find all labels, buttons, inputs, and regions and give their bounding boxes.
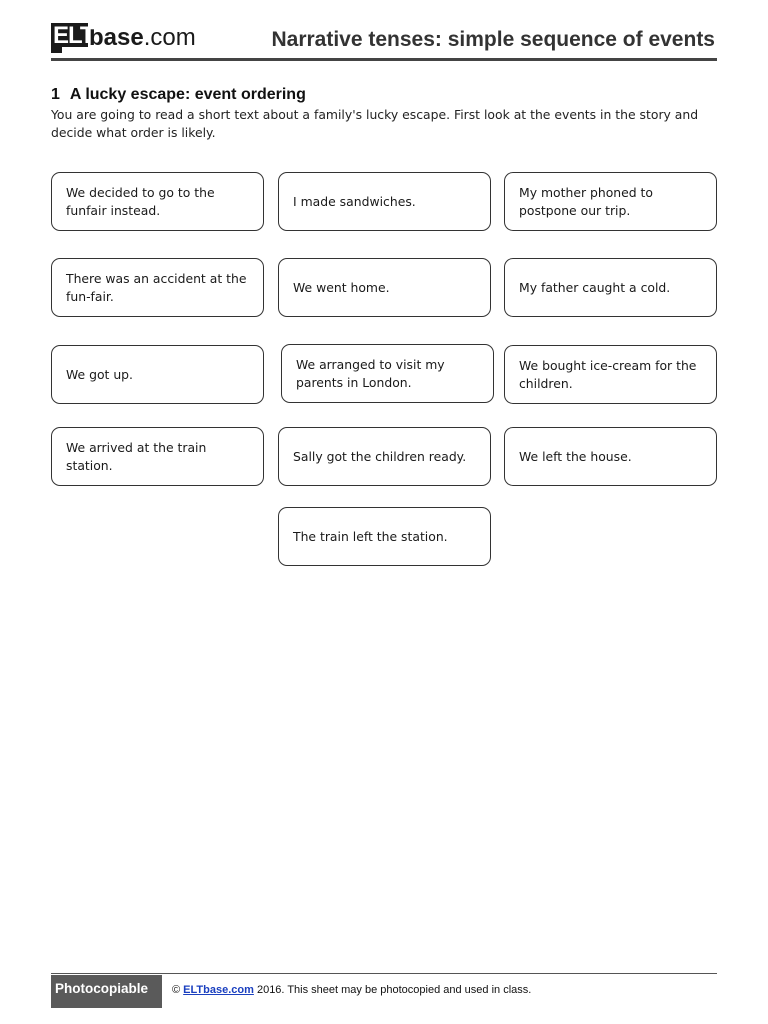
logo-mark-text: ELT [53,22,94,49]
eltbase-logo[interactable] [51,23,196,53]
instructions-text: You are going to read a short text about a family's lucky escape. First look at the events in the story and decide what order is likely. [51,107,699,140]
event-card: Sally got the children ready. [278,427,491,486]
section-heading [51,86,306,104]
logo-mark [51,22,94,53]
event-card: The train left the station. [278,507,491,566]
eltbase-link[interactable]: ELTbase.com [183,984,254,996]
event-card: We arranged to visit my parents in London. [281,344,494,403]
footer-copyright [172,984,531,996]
event-card: There was an accident at the fun-fair. [51,258,264,317]
page-header [51,22,717,61]
section-number: 1 [51,86,60,103]
event-card: I made sandwiches. [278,172,491,231]
copyright-symbol: © [172,984,181,996]
footer-note: 2016. This sheet may be photocopied and used in class. [256,984,532,996]
footer-divider [51,973,717,974]
event-card: My father caught a cold. [504,258,717,317]
event-card: We bought ice-cream for the children. [504,345,717,404]
event-card: We decided to go to the funfair instead. [51,172,264,231]
page-title: Narrative tenses: simple sequence of events [271,28,715,51]
event-card: We arrived at the train station. [51,427,264,486]
event-card: My mother phoned to postpone our trip. [504,172,717,231]
photocopiable-badge: Photocopiable [51,975,162,1008]
section-title: A lucky escape: event ordering [69,86,306,103]
event-card: We left the house. [504,427,717,486]
logo-wordmark: base.com [89,24,196,51]
event-card: We went home. [278,258,491,317]
event-card: We got up. [51,345,264,404]
